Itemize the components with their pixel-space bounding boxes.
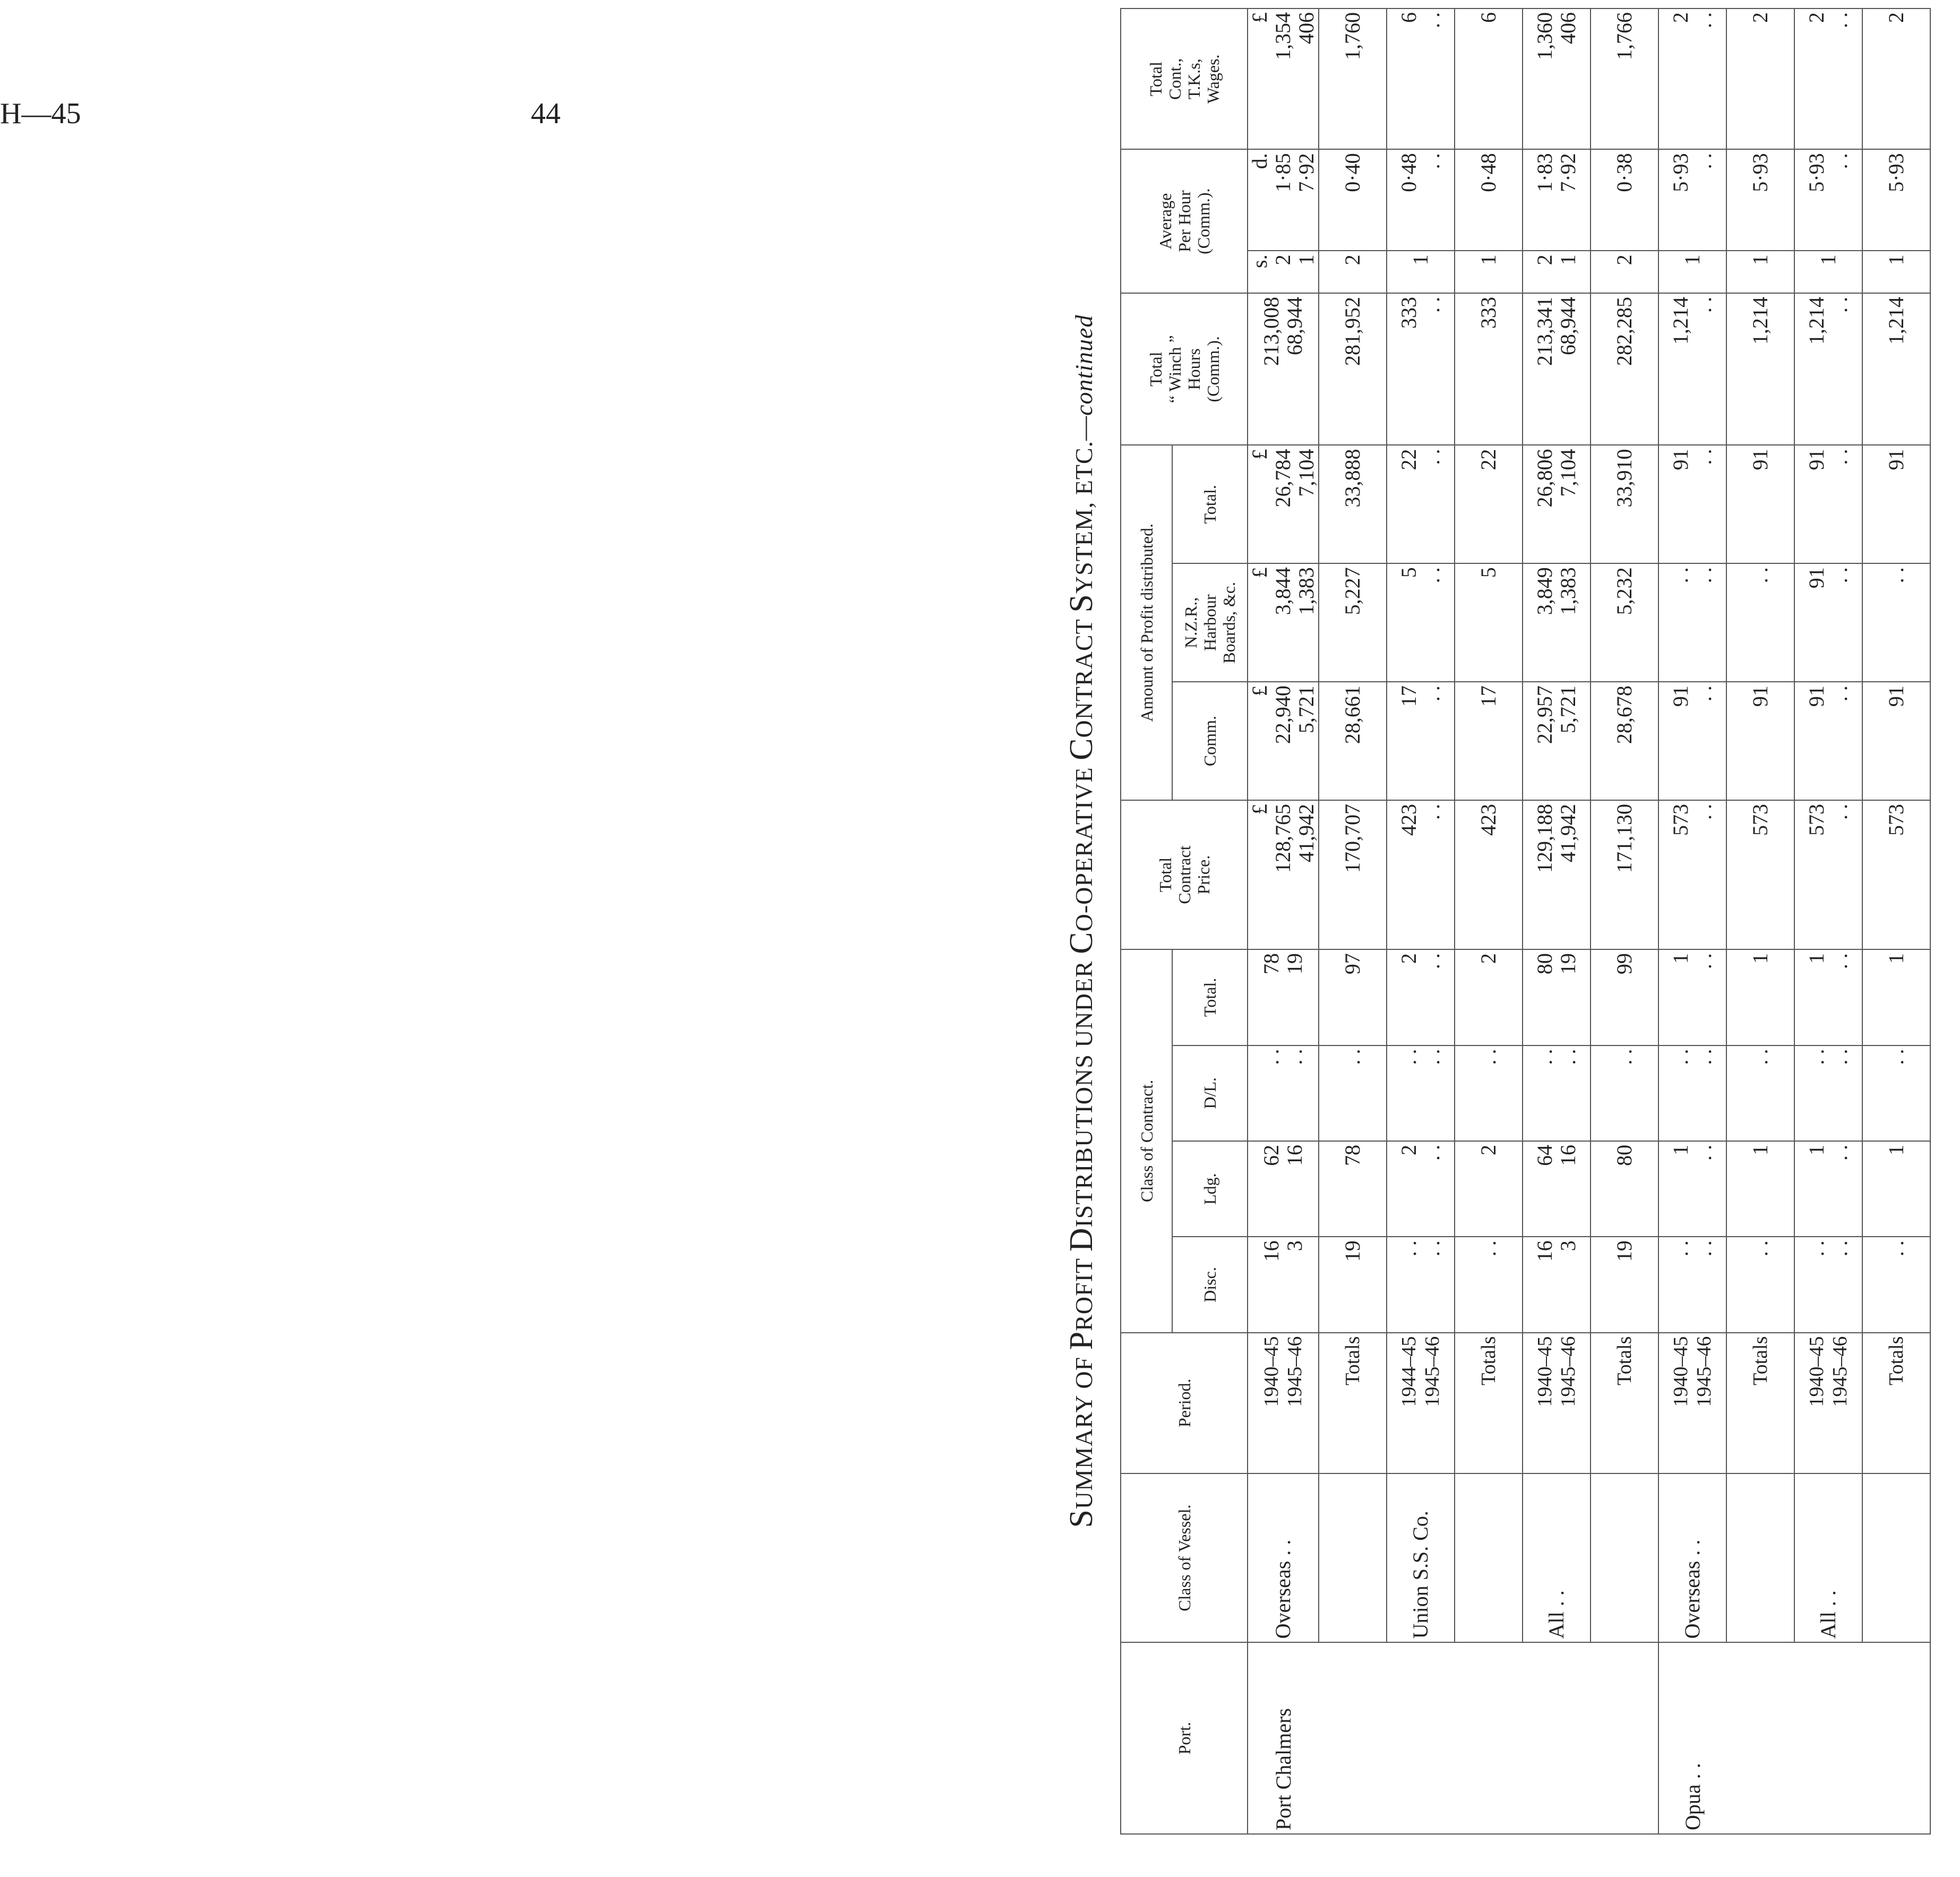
cell-disc: 16 3: [1523, 1237, 1591, 1332]
cell-ldg: 2 . .: [1387, 1141, 1455, 1237]
cell-disc: 16 3: [1248, 1237, 1319, 1332]
cell-cc-total: 78 19: [1248, 949, 1319, 1045]
cell-port: [1387, 1642, 1455, 1834]
page-number: 44: [531, 97, 561, 130]
cell-ap-total: 22 . .: [1387, 445, 1455, 563]
cell-ldg: 1: [1862, 1141, 1930, 1237]
cell-comm: 91: [1726, 682, 1794, 800]
cell-nzr: 3,849 1,383: [1523, 563, 1591, 682]
cell-vessel: [1455, 1473, 1523, 1642]
cell-avg-d: 0·38: [1591, 149, 1658, 251]
table-title: SUMMARY OF PROFIT DISTRIBUTIONS UNDER CO-OPERATIVE CONTRACT SYSTEM, ETC.—continued: [1063, 314, 1099, 1528]
table-row: [1455, 8, 1523, 1834]
cell-nzr: . .: [1862, 563, 1930, 682]
cell-period: 1944–45 1945–46: [1387, 1333, 1455, 1473]
col-vessel: Class of Vessel.: [1121, 1473, 1248, 1642]
cell-price: 129,188 41,942: [1523, 800, 1591, 949]
col-total-tks-wages: Total Cont., T.K.s, Wages.: [1121, 8, 1248, 149]
cell-cc-total: 80 19: [1523, 949, 1591, 1045]
cell-tk: 1,766: [1591, 8, 1658, 149]
cell-vessel: Overseas . .: [1658, 1473, 1726, 1642]
cell-tk: 1,360 406: [1523, 8, 1591, 149]
cell-tk: 2: [1862, 8, 1930, 149]
cell-avg-d: 1·83 7·92: [1523, 149, 1591, 251]
cell-avg-s: 1: [1726, 251, 1794, 293]
cell-dl: . .: [1319, 1045, 1387, 1141]
cell-port: [1794, 1642, 1862, 1834]
cell-avg-s: 2 1: [1523, 251, 1591, 293]
cell-ldg: 64 16: [1523, 1141, 1591, 1237]
cell-price: 170,707: [1319, 800, 1387, 949]
cell-avg-d: d. 1·85 7·92: [1248, 149, 1319, 251]
cell-vessel: All . .: [1523, 1473, 1591, 1642]
cell-cc-total: 1: [1862, 949, 1930, 1045]
cell-tk: 1,760: [1319, 8, 1387, 149]
cell-dl: . . . .: [1794, 1045, 1862, 1141]
cell-avg-d: 0·48 . .: [1387, 149, 1455, 251]
cell-price: 573: [1726, 800, 1794, 949]
cell-cc-total: 1 . .: [1658, 949, 1726, 1045]
cell-price: 423: [1455, 800, 1523, 949]
col-total-contract-price: Total Contract Price.: [1121, 800, 1248, 949]
cell-winch: 281,952: [1319, 293, 1387, 445]
cell-ap-total: 91: [1862, 445, 1930, 563]
cell-avg-s: s. 2 1: [1248, 251, 1319, 293]
cell-dl: . .: [1862, 1045, 1930, 1141]
col-class-of-contract: Class of Contract.: [1121, 949, 1172, 1333]
cell-ldg: 62 16: [1248, 1141, 1319, 1237]
cell-winch: 213,341 68,944: [1523, 293, 1591, 445]
cell-port: [1455, 1642, 1523, 1834]
cell-tk: 2: [1726, 8, 1794, 149]
cell-nzr: 5: [1455, 563, 1523, 682]
cell-dl: . .: [1726, 1045, 1794, 1141]
cell-ap-total: 33,888: [1319, 445, 1387, 563]
table-row: [1248, 8, 1319, 1834]
cell-port: [1862, 1642, 1930, 1834]
cell-comm: 91 . .: [1658, 682, 1726, 800]
col-comm: Comm.: [1172, 682, 1248, 800]
cell-avg-s: 1: [1862, 251, 1930, 293]
cell-price: 423 . .: [1387, 800, 1455, 949]
cell-disc: 19: [1319, 1237, 1387, 1332]
cell-avg-s: 1: [1387, 251, 1455, 293]
cell-port: Port Chalmers: [1248, 1642, 1319, 1834]
cell-disc: . .: [1726, 1237, 1794, 1332]
cell-avg-d: 0·40: [1319, 149, 1387, 251]
cell-vessel: Union S.S. Co.: [1387, 1473, 1455, 1642]
table-row: [1726, 8, 1794, 1834]
cell-cc-total: 2 . .: [1387, 949, 1455, 1045]
cell-cc-total: 97: [1319, 949, 1387, 1045]
cell-dl: . .: [1455, 1045, 1523, 1141]
cell-ap-total: 33,910: [1591, 445, 1658, 563]
col-disc: Disc.: [1172, 1237, 1248, 1332]
cell-nzr: . .: [1726, 563, 1794, 682]
cell-nzr: 5,232: [1591, 563, 1658, 682]
cell-ldg: 1 . .: [1794, 1141, 1862, 1237]
cell-avg-s: 1: [1455, 251, 1523, 293]
cell-tk: £ 1,354 406: [1248, 8, 1319, 149]
cell-winch: 1,214: [1726, 293, 1794, 445]
cell-nzr: . . . .: [1658, 563, 1726, 682]
table-row: [1794, 8, 1862, 1834]
cell-comm: 22,957 5,721: [1523, 682, 1591, 800]
cell-nzr: £ 3,844 1,383: [1248, 563, 1319, 682]
cell-cc-total: 99: [1591, 949, 1658, 1045]
table-row: [1591, 8, 1658, 1834]
cell-comm: 17: [1455, 682, 1523, 800]
cell-disc: . . . .: [1387, 1237, 1455, 1332]
cell-avg-d: 5·93 . .: [1794, 149, 1862, 251]
cell-nzr: 5 . .: [1387, 563, 1455, 682]
cell-winch: 333 . .: [1387, 293, 1455, 445]
cell-price: 573: [1862, 800, 1930, 949]
cell-vessel: [1591, 1473, 1658, 1642]
cell-comm: 91 . .: [1794, 682, 1862, 800]
cell-cc-total: 1: [1726, 949, 1794, 1045]
cell-disc: . . . .: [1794, 1237, 1862, 1332]
cell-port: [1319, 1642, 1387, 1834]
cell-nzr: 91 . .: [1794, 563, 1862, 682]
cell-tk: 2 . .: [1658, 8, 1726, 149]
cell-ap-total: £ 26,784 7,104: [1248, 445, 1319, 563]
cell-period: Totals: [1591, 1333, 1658, 1473]
cell-winch: 213,008 68,944: [1248, 293, 1319, 445]
table-row: [1387, 8, 1455, 1834]
cell-disc: 19: [1591, 1237, 1658, 1332]
cell-period: Totals: [1862, 1333, 1930, 1473]
cell-period: Totals: [1319, 1333, 1387, 1473]
cell-winch: 1,214 . .: [1658, 293, 1726, 445]
col-port: Port.: [1121, 1642, 1248, 1834]
cell-ap-total: 26,806 7,104: [1523, 445, 1591, 563]
cell-comm: 91: [1862, 682, 1930, 800]
cell-dl: . . . .: [1658, 1045, 1726, 1141]
cell-port: Opua . .: [1658, 1642, 1726, 1834]
cell-disc: . .: [1862, 1237, 1930, 1332]
table-row: [1523, 8, 1591, 1834]
cell-price: 171,130: [1591, 800, 1658, 949]
col-cc-total: Total.: [1172, 949, 1248, 1045]
col-ldg: Ldg.: [1172, 1141, 1248, 1237]
cell-ap-total: 22: [1455, 445, 1523, 563]
cell-avg-s: 1: [1794, 251, 1862, 293]
cell-price: £ 128,765 41,942: [1248, 800, 1319, 949]
cell-period: 1940–45 1945–46: [1248, 1333, 1319, 1473]
cell-avg-d: 0·48: [1455, 149, 1523, 251]
cell-port: [1523, 1642, 1591, 1834]
col-amount-profit: Amount of Profit distributed.: [1121, 445, 1172, 800]
cell-period: Totals: [1455, 1333, 1523, 1473]
cell-ldg: 2: [1455, 1141, 1523, 1237]
page-code: H—45: [0, 97, 81, 130]
table-row: [1862, 8, 1930, 1834]
cell-comm: £ 22,940 5,721: [1248, 682, 1319, 800]
table-row: [1319, 8, 1387, 1834]
cell-comm: 17 . .: [1387, 682, 1455, 800]
cell-period: Totals: [1726, 1333, 1794, 1473]
cell-price: 573 . .: [1794, 800, 1862, 949]
cell-vessel: All . .: [1794, 1473, 1862, 1642]
cell-tk: 2 . .: [1794, 8, 1862, 149]
cell-dl: . . . .: [1387, 1045, 1455, 1141]
cell-vessel: [1862, 1473, 1930, 1642]
rotated-table-block: [1058, 8, 1960, 1835]
col-dl: D/L.: [1172, 1045, 1248, 1141]
cell-vessel: [1726, 1473, 1794, 1642]
cell-winch: 282,285: [1591, 293, 1658, 445]
cell-dl: . .: [1591, 1045, 1658, 1141]
cell-tk: 6 . .: [1387, 8, 1455, 149]
cell-ldg: 80: [1591, 1141, 1658, 1237]
cell-vessel: Overseas . .: [1248, 1473, 1319, 1642]
cell-ldg: 1 . .: [1658, 1141, 1726, 1237]
cell-winch: 1,214 . .: [1794, 293, 1862, 445]
cell-dl: . . . .: [1248, 1045, 1319, 1141]
cell-price: 573 . .: [1658, 800, 1726, 949]
col-ap-total: Total.: [1172, 445, 1248, 563]
cell-cc-total: 1 . .: [1794, 949, 1862, 1045]
cell-port: [1591, 1642, 1658, 1834]
cell-comm: 28,678: [1591, 682, 1658, 800]
cell-winch: 1,214: [1862, 293, 1930, 445]
cell-nzr: 5,227: [1319, 563, 1387, 682]
col-winch-hours: Total “ Winch ” Hours (Comm.).: [1121, 293, 1248, 445]
cell-period: 1940–45 1945–46: [1794, 1333, 1862, 1473]
profit-distribution-table: [1120, 8, 1931, 1835]
cell-avg-s: 2: [1591, 251, 1658, 293]
cell-vessel: [1319, 1473, 1387, 1642]
cell-avg-s: 1: [1658, 251, 1726, 293]
cell-disc: . .: [1455, 1237, 1523, 1332]
cell-period: 1940–45 1945–46: [1523, 1333, 1591, 1473]
cell-avg-s: 2: [1319, 251, 1387, 293]
col-nzr: N.Z.R., Harbour Boards, &c.: [1172, 563, 1248, 682]
cell-avg-d: 5·93 . .: [1658, 149, 1726, 251]
cell-tk: 6: [1455, 8, 1523, 149]
cell-period: 1940–45 1945–46: [1658, 1333, 1726, 1473]
table-row: [1658, 8, 1726, 1834]
cell-ap-total: 91: [1726, 445, 1794, 563]
cell-port: [1726, 1642, 1794, 1834]
col-average-per-hour: Average Per Hour (Comm.).: [1121, 149, 1248, 293]
col-period: Period.: [1121, 1333, 1248, 1473]
cell-winch: 333: [1455, 293, 1523, 445]
cell-ldg: 1: [1726, 1141, 1794, 1237]
cell-ap-total: 91 . .: [1794, 445, 1862, 563]
cell-avg-d: 5·93: [1726, 149, 1794, 251]
cell-avg-d: 5·93: [1862, 149, 1930, 251]
cell-comm: 28,661: [1319, 682, 1387, 800]
cell-dl: . . . .: [1523, 1045, 1591, 1141]
cell-ap-total: 91 . .: [1658, 445, 1726, 563]
cell-disc: . . . .: [1658, 1237, 1726, 1332]
cell-cc-total: 2: [1455, 949, 1523, 1045]
cell-ldg: 78: [1319, 1141, 1387, 1237]
